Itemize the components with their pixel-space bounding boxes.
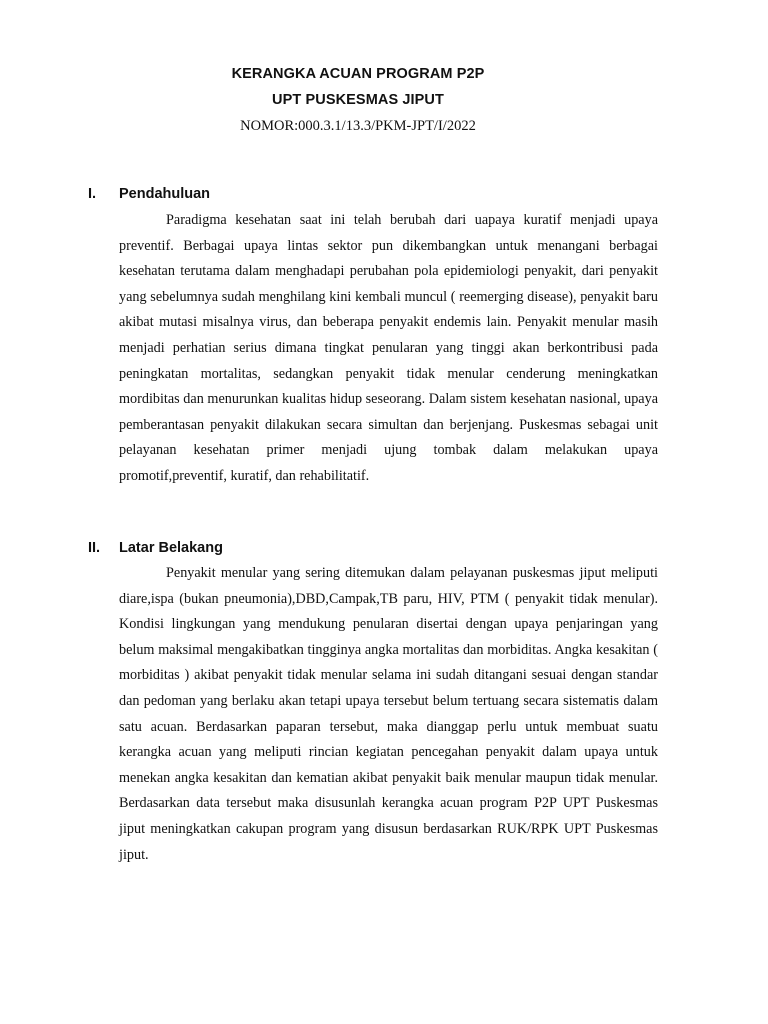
section-heading-latar-belakang [88, 540, 223, 556]
section-number: I. [88, 186, 97, 202]
section-body-pendahuluan: Paradigma kesehatan saat ini telah berubah dari uapaya kuratif menjadi upaya preventif. Berbagai upaya lintas sektor pun dikembangkan untuk menangani berbagai kesehatan terutama dalam menghadapi perubahan pola epidemiologi penyakit, dari penyakit yang sebelumnya sudah menghilang kini kembali muncul ( reemerging disease), penyakit baru akibat mutasi misalnya virus, dan beberapa penyakit endemis lain. Penyakit menular masih menjadi perhatian serius dimana tingkat penularan yang tinggi akan berkontribusi pada peningkatan mortalitas, sedangkan penyakit tidak menular cenderung meningkatkan mordibitas dan menurunkan kualitas hidup seseorang. Dalam sistem kesehatan nasional, upaya pemberantasan penyakit dilakukan secara simultan dan berjenjang. Puskesmas sebagai unit pelayanan kesehatan primer menjadi ujung tombak dalam melakukan upaya promotif,preventif, kuratif, dan rehabilitatif. [119, 212, 658, 484]
section-number: II. [88, 540, 101, 556]
document-title: KERANGKA ACUAN PROGRAM P2P [231, 66, 485, 82]
section-heading-pendahuluan [88, 186, 210, 202]
document-subtitle: UPT PUSKESMAS JIPUT [272, 92, 444, 108]
section-title: Pendahuluan [119, 186, 211, 202]
section-title: Latar Belakang [119, 540, 223, 556]
section-body-latar-belakang: Penyakit menular yang sering ditemukan dalam pelayanan puskesmas jiput meliputi diare,ispa (bukan pneumonia),DBD,Campak,TB paru, HIV, PTM ( penyakit tidak menular). Kondisi lingkungan yang mendukung penularan disertai dengan upaya penjaringan yang belum maksimal mengakibatkan tingginya angka mortalitas dan morbiditas. Angka kesakitan ( morbiditas ) akibat penyakit tidak menular selama ini sudah ditangani sesuai dengan standar dan pedoman yang berlaku akan tetapi upaya tersebut belum tertuang secara sistematis dalam satu acuan. Berdasarkan paparan tersebut, maka dianggap perlu untuk membuat suatu kerangka acuan yang meliputi rincian kegiatan pencegahan penyakit dalam upaya untuk menekan angka kesakitan dan kematian akibat penyakit baik menular maupun tidak menular. Berdasarkan data tersebut maka disusunlah kerangka acuan program P2P UPT Puskesmas jiput meningkatkan cakupan program yang disusun berdasarkan RUK/RPK UPT Puskesmas jiput. [119, 565, 658, 863]
document-number: NOMOR:000.3.1/13.3/PKM-JPT/I/2022 [240, 118, 476, 134]
